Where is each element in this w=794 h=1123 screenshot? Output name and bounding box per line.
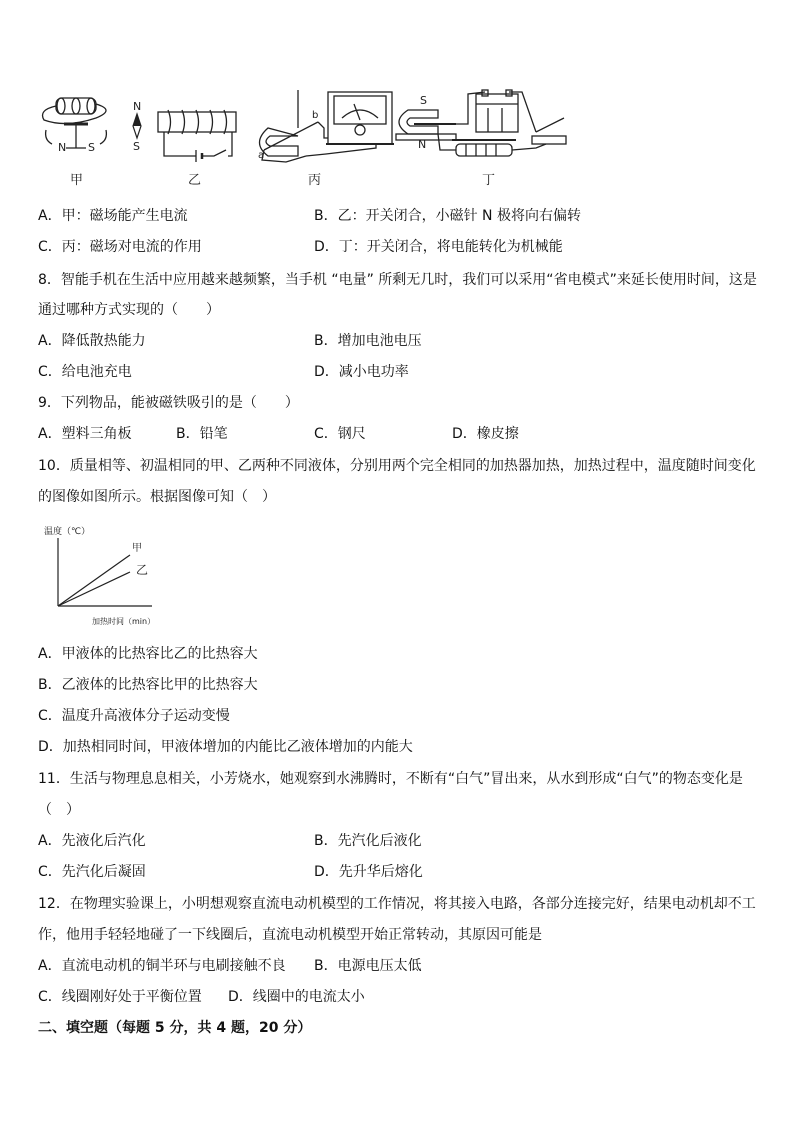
q7-option-c: C．丙：磁场对电流的作用 (38, 239, 202, 255)
q8-option-c: C．给电池充电 (38, 364, 132, 380)
q11-option-b: B．先汽化后液化 (314, 833, 422, 849)
q7-figure (36, 88, 596, 188)
q11-option-a: A．先液化后汽化 (38, 833, 146, 849)
q12-stem-line2: 作，他用手轻轻地碰了一下线圈后，直流电动机模型开始正常转动，其原因可能是 (38, 927, 542, 943)
fig-ding-s: S (420, 94, 427, 107)
q8-option-d: D．减小电功率 (314, 364, 409, 380)
q12-option-b: B．电源电压太低 (314, 958, 422, 974)
q9-option-d: D．橡皮擦 (452, 426, 519, 442)
q9-option-a: A．塑料三角板 (38, 426, 132, 442)
q10-option-c: C．温度升高液体分子运动变慢 (38, 708, 230, 724)
series-jia-label: 甲 (132, 543, 142, 554)
q11-stem-line1: 11．生活与物理息息相关，小芳烧水，她观察到水沸腾时，不断有“白气”冒出来，从水到形成“白气”的物态变化是 (38, 771, 743, 787)
fig-ding-n: N (418, 138, 427, 151)
fig-bing (260, 90, 395, 162)
q8-option-b: B．增加电池电压 (314, 333, 422, 349)
q10-temperature-chart (40, 524, 190, 630)
q10-stem-line2: 的图像如图所示。根据图像可知（ ） (38, 489, 276, 505)
fig-label-ding: 丁 (482, 173, 496, 188)
fig-bing-b: b (312, 110, 319, 121)
fig-yi-s: S (133, 140, 140, 153)
q12-option-c: C．线圈刚好处于平衡位置 (38, 989, 202, 1005)
q10-stem-line1: 10．质量相等、初温相同的甲、乙两种不同液体，分别用两个完全相同的加热器加热，加热过程中，温度随时间变化 (38, 458, 756, 474)
q9-stem: 9．下列物品，能被磁铁吸引的是（ ） (38, 395, 299, 411)
fig-label-bing: 丙 (308, 173, 322, 188)
section-2-heading: 二、填空题（每题 5 分，共 4 题，20 分） (38, 1020, 312, 1036)
series-jia-line (58, 555, 130, 606)
fig-yi-n: N (133, 100, 142, 113)
fig-jia-s: S (88, 141, 95, 154)
q10-option-d: D．加热相同时间，甲液体增加的内能比乙液体增加的内能大 (38, 739, 413, 755)
series-yi-label: 乙 (136, 563, 149, 577)
fig-label-jia: 甲 (70, 173, 84, 188)
q9-option-c: C．钢尺 (314, 426, 366, 442)
q10-option-a: A．甲液体的比热容比乙的比热容大 (38, 646, 258, 662)
q12-option-a: A．直流电动机的铜半环与电刷接触不良 (38, 958, 286, 974)
q11-stem-line2: （ ） (38, 802, 80, 818)
fig-jia-n: N (58, 141, 67, 154)
q11-option-d: D．先升华后熔化 (314, 864, 423, 880)
fig-yi (158, 110, 236, 162)
q12-option-d: D．线圈中的电流太小 (228, 989, 365, 1005)
q7-option-d: D．丁：开关闭合，将电能转化为机械能 (314, 239, 563, 255)
q9-option-b: B．铅笔 (176, 426, 228, 442)
x-axis-label: 加热时间（min） (92, 617, 156, 626)
fig-bing-a: a (258, 150, 265, 161)
series-yi-line (58, 572, 130, 606)
q12-stem-line1: 12．在物理实验课上，小明想观察直流电动机模型的工作情况，将其接入电路，各部分连接完好，结果电动机却不工 (38, 896, 756, 912)
q7-option-a: A．甲：磁场能产生电流 (38, 208, 188, 224)
fig-label-yi: 乙 (188, 173, 202, 188)
q8-option-a: A．降低散热能力 (38, 333, 146, 349)
y-axis-label: 温度（℃） (44, 527, 91, 537)
q8-stem-line2: 通过哪种方式实现的（ ） (38, 302, 220, 318)
q7-option-b: B．乙：开关闭合，小磁针 N 极将向右偏转 (314, 208, 581, 224)
q8-stem-line1: 8．智能手机在生活中应用越来越频繁，当手机 “电量” 所剩无几时，我们可以采用“省电模式”来延长使用时间，这是 (38, 272, 757, 288)
fig-jia (43, 98, 107, 148)
q10-option-b: B．乙液体的比热容比甲的比热容大 (38, 677, 258, 693)
q11-option-c: C．先汽化后凝固 (38, 864, 146, 880)
